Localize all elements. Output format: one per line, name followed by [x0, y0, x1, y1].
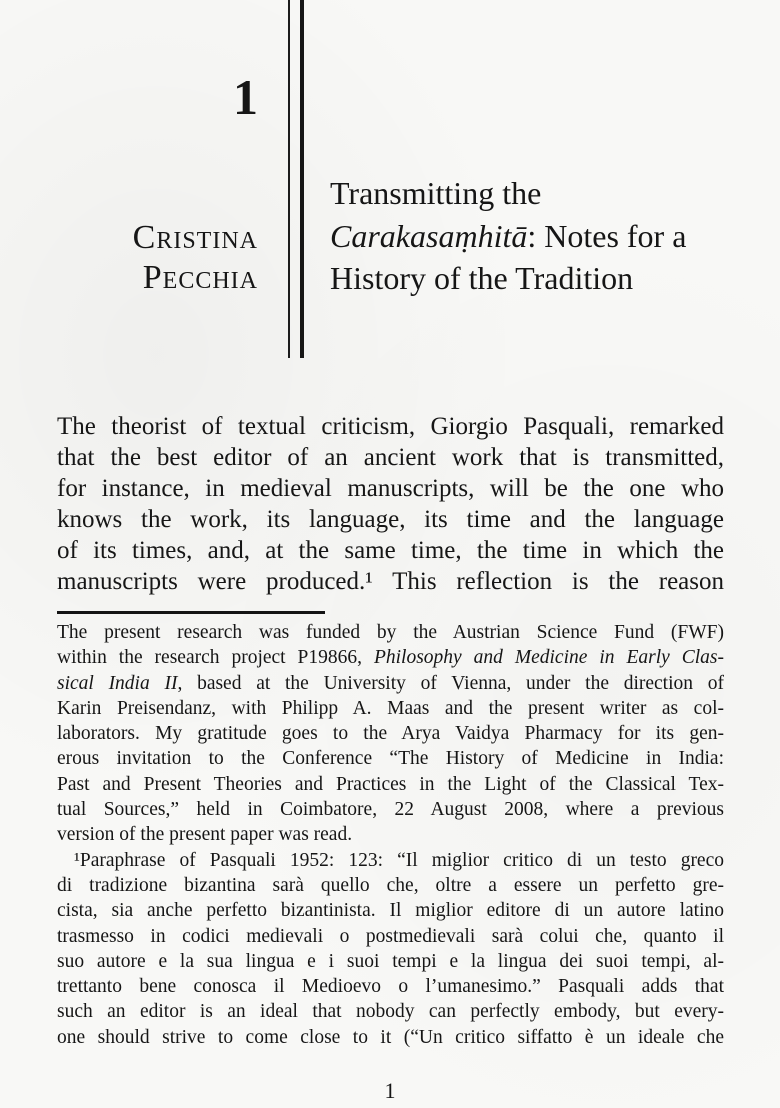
- footnote-line: such an editor is an ideal that nobody can perfectly embody, but every-: [57, 1001, 724, 1023]
- footnote-line: [57, 671, 724, 696]
- author-first-name: Cristina: [132, 219, 258, 256]
- chapter-title-line: [330, 172, 772, 215]
- footnote-line: version of the present paper was read.: [57, 824, 353, 846]
- footnote-1: [57, 848, 724, 1050]
- footnote-separator-rule: [57, 611, 325, 614]
- footnote-line: trettanto bene conosca il Medioevo o l’umanesimo.” Pasquali adds that: [57, 976, 724, 998]
- footnote-line: one should strive to come close to it (“Un critico siffatto è un ideale che: [57, 1026, 724, 1048]
- body-text-line: manuscripts were produced.¹ This reflection is the reason: [57, 568, 724, 595]
- footnote-line: erous invitation to the Conference “The History of Medicine in India:: [57, 748, 724, 770]
- footnote-line: trasmesso in codici medievali o postmedievali sarà colui che, quanto il: [57, 925, 724, 947]
- footnote-line: Karin Preisendanz, with Philipp A. Maas and the present writer as col-: [57, 697, 724, 719]
- body-text-line: knows the work, its language, its time and the language: [57, 506, 724, 533]
- chapter-title-line: [330, 257, 772, 300]
- footnote-line: [57, 645, 724, 670]
- body-text-line: of its times, and, at the same time, the time in which the: [57, 537, 724, 564]
- page-number: 1: [384, 1078, 396, 1103]
- text-segment: History of the Tradition: [330, 260, 634, 296]
- footnote-line: laborators. My gratitude goes to the Arya Vaidya Pharmacy for its gen-: [57, 723, 724, 745]
- footnote-line: di tradizione bizantina sarà quello che, oltre a essere un perfetto gre-: [57, 874, 724, 896]
- body-text-line: that the best editor of an ancient work that is transmitted,: [57, 444, 724, 471]
- footnote-line: Past and Present Theories and Practices in the Light of the Classical Tex-: [57, 773, 724, 795]
- chapter-divider-rule-thick: [300, 0, 304, 358]
- text-segment: within the research project P19866,: [57, 647, 374, 669]
- footnote-line: cista, sia anche perfetto bizantinista. Il miglior editore di un autore latino: [57, 900, 724, 922]
- chapter-title-line: [330, 215, 772, 258]
- acknowledgment-footnote: [57, 620, 724, 848]
- italic-text-segment: Philosophy and Medicine in Early Clas-: [373, 647, 724, 669]
- chapter-divider-rule-thin: [288, 0, 290, 358]
- text-segment: : Notes for a: [527, 217, 687, 254]
- text-segment: , based at the University of Vienna, under the direction of: [177, 672, 724, 694]
- footnote-line: ¹Paraphrase of Pasquali 1952: 123: “Il miglior critico di un testo greco: [74, 849, 724, 871]
- author-last-name: Pecchia: [142, 259, 258, 296]
- footnote-line: tual Sources,” held in Coimbatore, 22 August 2008, where a previous: [57, 799, 724, 821]
- footnote-line: suo autore e la sua lingua e i suoi tempi e la lingua dei suoi tempi, al-: [57, 950, 724, 972]
- chapter-title: [330, 172, 772, 300]
- italic-text-segment: sical India II: [57, 672, 178, 694]
- author-name: [0, 218, 258, 298]
- body-paragraph: [57, 411, 724, 597]
- footnotes-block: [57, 620, 724, 1050]
- body-text-line: for instance, in medieval manuscripts, will be the one who: [57, 475, 724, 502]
- footnote-line: The present research was funded by the Austrian Science Fund (FWF): [57, 622, 724, 643]
- italic-text-segment: Carakasaṃhitā: [330, 217, 528, 254]
- body-text-line: The theorist of textual criticism, Giorgio Pasquali, remarked: [57, 413, 724, 440]
- text-segment: Transmitting the: [330, 175, 542, 211]
- chapter-number: 1: [233, 69, 258, 125]
